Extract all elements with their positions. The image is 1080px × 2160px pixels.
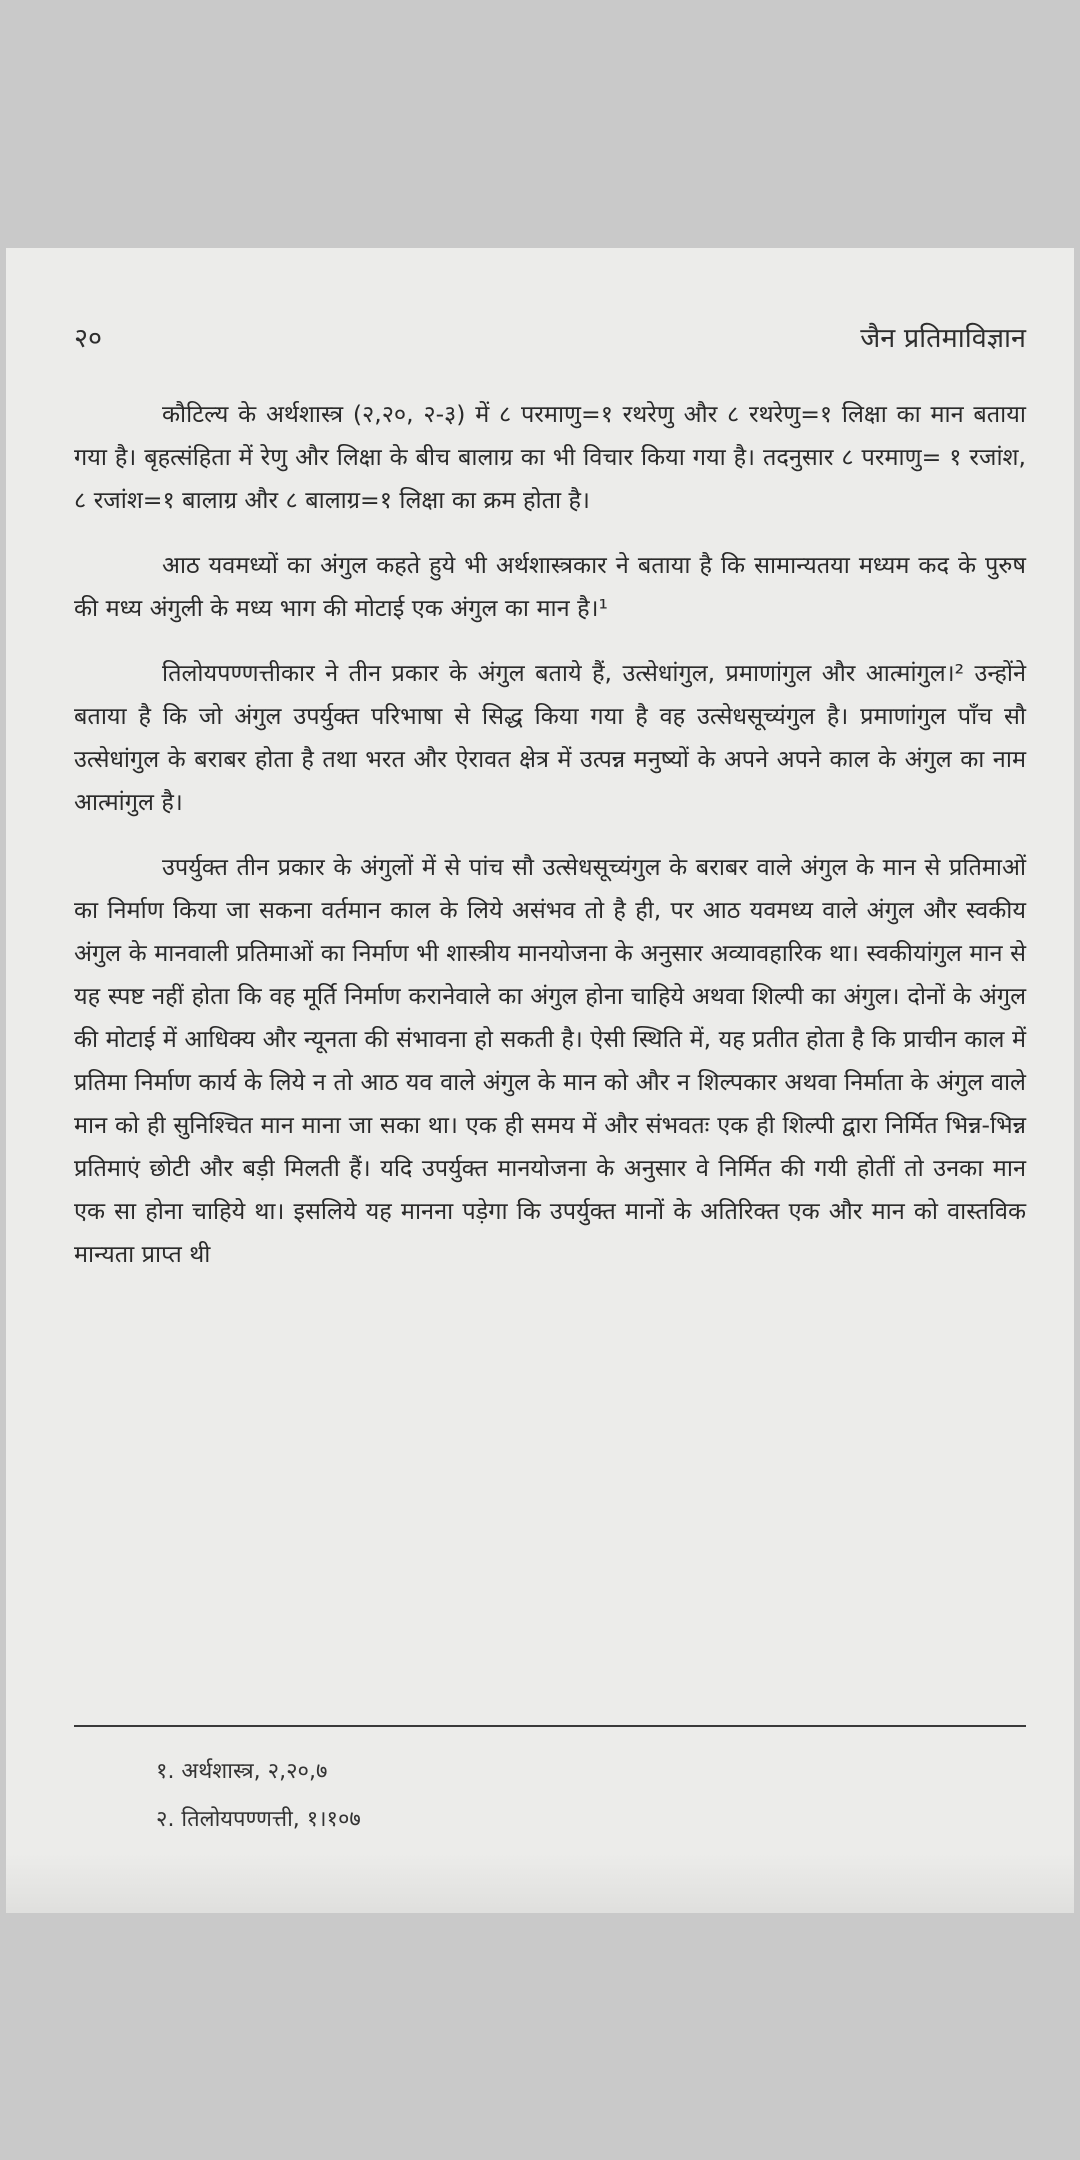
paragraph-3: तिलोयपण्णत्तीकार ने तीन प्रकार के अंगुल बताये हैं, उत्सेधांगुल, प्रमाणांगुल और आत्मांगुल।² उन्होंने बताया है कि जो अंगुल उपर्युक्त परिभाषा से सिद्ध किया गया है वह उत्सेधसूच्यंगुल है। प्रमाणांगुल पाँच सौ उत्सेधांगुल के बराबर होता है तथा भरत और ऐरावत क्षेत्र में उत्पन्न मनुष्यों के अपने अपने काल के अंगुल का नाम आत्मांगुल है। — [74, 659, 1026, 816]
footnotes — [156, 1748, 361, 1844]
footnote-divider — [74, 1725, 1026, 1727]
paragraph-4: उपर्युक्त तीन प्रकार के अंगुलों में से पांच सौ उत्सेधसूच्यंगुल के बराबर वाले अंगुल के मान से प्रतिमाओं का निर्माण किया जा सकना वर्तमान काल के लिये असंभव तो है ही, पर आठ यवमध्य वाले अंगुल और स्वकीय अंगुल के मानवाली प्रतिमाओं का निर्माण भी शास्त्रीय मानयोजना के अनुसार अव्यावहारिक था। स्वकीयांगुल मान से यह स्पष्ट नहीं होता कि वह मूर्ति निर्माण करानेवाले का अंगुल होना चाहिये अथवा शिल्पी का अंगुल। दोनों के अंगुल की मोटाई में आधिक्य और न्यूनता की संभावना हो सकती है। ऐसी स्थिति में, यह प्रतीत होता है कि प्राचीन काल में प्रतिमा निर्माण कार्य के लिये न तो आठ यव वाले अंगुल के मान को और न शिल्पकार अथवा निर्माता के अंगुल वाले मान को ही सुनिश्चित मान माना जा सका था। एक ही समय में और संभवतः एक ही शिल्पी द्वारा निर्मित भिन्न-भिन्न प्रतिमाएं छोटी और बड़ी मिलती हैं। यदि उपर्युक्त मानयोजना के अनुसार वे निर्मित की गयी होतीं तो उनका मान एक सा होना चाहिये था। इसलिये यह मानना पड़ेगा कि उपर्युक्त मानों के अतिरिक्त एक और मान को वास्तविक मान्यता प्राप्त थी — [74, 853, 1026, 1268]
footnote-1: १. अर्थशास्त्र, २,२०,७ — [156, 1759, 328, 1784]
footnote-2: २. तिलोयपण्णत्ती, १।१०७ — [156, 1807, 361, 1832]
paragraph-1: कौटिल्य के अर्थशास्त्र (२,२०, २-३) में ८ परमाणु=१ रथरेणु और ८ रथरेणु=१ लिक्षा का मान बताया गया है। बृहत्संहिता में रेणु और लिक्षा के बीच बालाग्र का भी विचार किया गया है। तदनुसार ८ परमाणु= १ रजांश, ८ रजांश=१ बालाग्र और ८ बालाग्र=१ लिक्षा का क्रम होता है। — [74, 400, 1026, 514]
running-title: जैन प्रतिमाविज्ञान — [860, 323, 1026, 354]
scan-shadow — [6, 1853, 1074, 1913]
paragraph-2: आठ यवमध्यों का अंगुल कहते हुये भी अर्थशास्त्रकार ने बताया है कि सामान्यतया मध्यम कद के पुरुष की मध्य अंगुली के मध्य भाग की मोटाई एक अंगुल का मान है।¹ — [74, 551, 1026, 622]
body-text — [74, 393, 1026, 1276]
book-page — [6, 248, 1074, 1913]
page-number: २० — [74, 323, 103, 354]
page-header — [74, 318, 1026, 358]
